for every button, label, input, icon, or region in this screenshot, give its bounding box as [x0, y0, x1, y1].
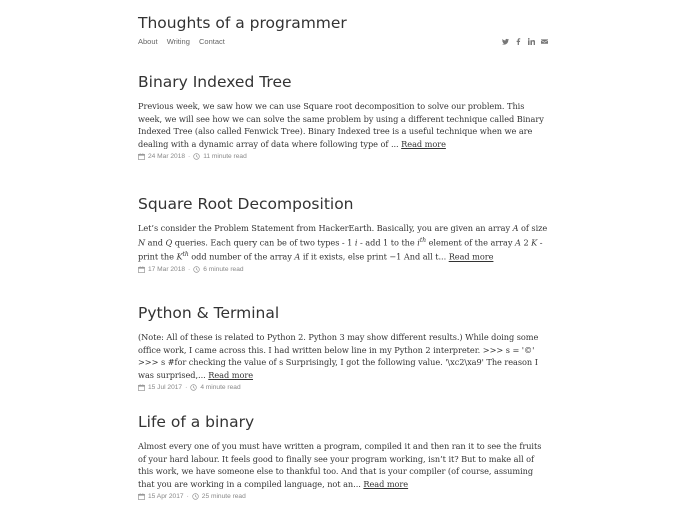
post-excerpt-text: (Note: All of these is related to Python 2. Python 3 may show different results.) While doing some office work, I came across this. I had written below line in my Python 2 interpreter. >>> s = '©' >>> s #for checking the value of s Surprisingly, I got the following value. '\xc2\xa9' The reason I was surprised,...: [138, 332, 539, 380]
excerpt-segment: of size: [518, 223, 548, 233]
math-var: A: [294, 251, 301, 262]
post-date: 15 Jul 2017: [148, 384, 183, 392]
post-excerpt-text: Almost every one of you must have written a program, compiled it and then ran it to see the fruits of your hard labour. It feels good to finally see your program working, isn’t it? But to make all of this work, we have someone else to thankful too. And that is your compiler (of course, assuming that you are working in a compiled language, not an...: [138, 441, 542, 489]
post-meta: [138, 153, 548, 160]
meta-separator: ·: [188, 266, 191, 274]
post-excerpt: [138, 222, 548, 263]
excerpt-segment: element of the array: [426, 237, 516, 248]
post-excerpt: [138, 100, 548, 150]
header-nav: [138, 37, 548, 51]
meta-separator: ·: [185, 384, 188, 392]
meta-separator: ·: [186, 493, 189, 501]
facebook-icon[interactable]: [515, 38, 522, 45]
math-var: K: [176, 251, 183, 262]
clock-icon: [193, 266, 200, 273]
post-title[interactable]: Binary Indexed Tree: [138, 73, 292, 91]
email-icon[interactable]: [541, 38, 548, 45]
post-excerpt-text: Previous week, we saw how we can use Square root decomposition to solve our problem. This week, we will see how we can solve the same problem by using a different technique called Binary Indexed Tree (also called Fenwick Tree). Binary Indexed tree is a useful technique when we are dealing with a dynamic array of data where following type of ...: [138, 101, 544, 149]
calendar-icon: [138, 153, 145, 160]
post-excerpt: [138, 440, 548, 490]
excerpt-segment: if it exists, else print −1 And all t...: [300, 251, 449, 262]
calendar-icon: [138, 384, 145, 391]
excerpt-segment: - add 1 to the: [357, 237, 418, 248]
post-date: 15 Apr 2017: [148, 493, 184, 501]
post-meta: [138, 384, 548, 391]
math-var: N: [138, 237, 146, 248]
read-time: 25 minute read: [201, 493, 246, 501]
post-title[interactable]: Square Root Decomposition: [138, 195, 354, 213]
social-links: [502, 38, 548, 45]
post-excerpt: [138, 331, 548, 381]
post-card: [138, 302, 548, 391]
excerpt-segment: odd number of the array: [188, 251, 295, 262]
post-card: [138, 411, 548, 500]
post-card: [138, 193, 548, 273]
site-title[interactable]: Thoughts of a programmer: [138, 14, 347, 32]
clock-icon: [193, 153, 200, 160]
math-var: A: [512, 223, 519, 233]
post-title[interactable]: Python & Terminal: [138, 304, 280, 322]
read-time: 4 minute read: [200, 384, 241, 392]
math-sup: th: [419, 236, 427, 244]
excerpt-segment: and: [145, 237, 166, 248]
math-var: K: [531, 237, 538, 248]
nav-about-link[interactable]: About: [138, 37, 158, 46]
read-more-link[interactable]: Read more: [363, 478, 409, 489]
math-sup: th: [182, 250, 189, 258]
nav-writing-link[interactable]: Writing: [166, 37, 190, 46]
excerpt-segment: - print the: [138, 237, 543, 262]
math-var: Q: [165, 237, 173, 248]
excerpt-segment: Let’s consider the Problem Statement from HackerEarth. Basically, you are given an array: [138, 223, 513, 233]
math-var: A: [515, 237, 521, 248]
read-time: 6 minute read: [203, 266, 244, 274]
post-meta: [138, 266, 548, 273]
meta-separator: ·: [188, 153, 191, 161]
post-date: 24 Mar 2018: [148, 153, 186, 161]
page-container: [138, 0, 548, 501]
excerpt-segment: 2: [520, 237, 532, 248]
post-title[interactable]: Life of a binary: [138, 413, 255, 431]
clock-icon: [190, 384, 197, 391]
nav-links: [138, 37, 548, 46]
post-meta: [138, 493, 548, 500]
excerpt-segment: queries. Each query can be of two types - 1: [172, 237, 355, 248]
nav-contact-link[interactable]: Contact: [199, 37, 225, 46]
twitter-icon[interactable]: [502, 38, 509, 45]
read-more-link[interactable]: Read more: [448, 251, 494, 262]
post-card: [138, 71, 548, 160]
post-date: 17 Mar 2018: [148, 266, 186, 274]
read-more-link[interactable]: Read more: [208, 369, 254, 380]
read-time: 11 minute read: [203, 153, 247, 161]
read-more-link[interactable]: Read more: [401, 138, 446, 149]
math-var: i: [417, 237, 420, 248]
calendar-icon: [138, 266, 145, 273]
calendar-icon: [138, 493, 145, 500]
math-var: i: [354, 237, 358, 248]
linkedin-icon[interactable]: [528, 38, 535, 45]
clock-icon: [192, 493, 199, 500]
